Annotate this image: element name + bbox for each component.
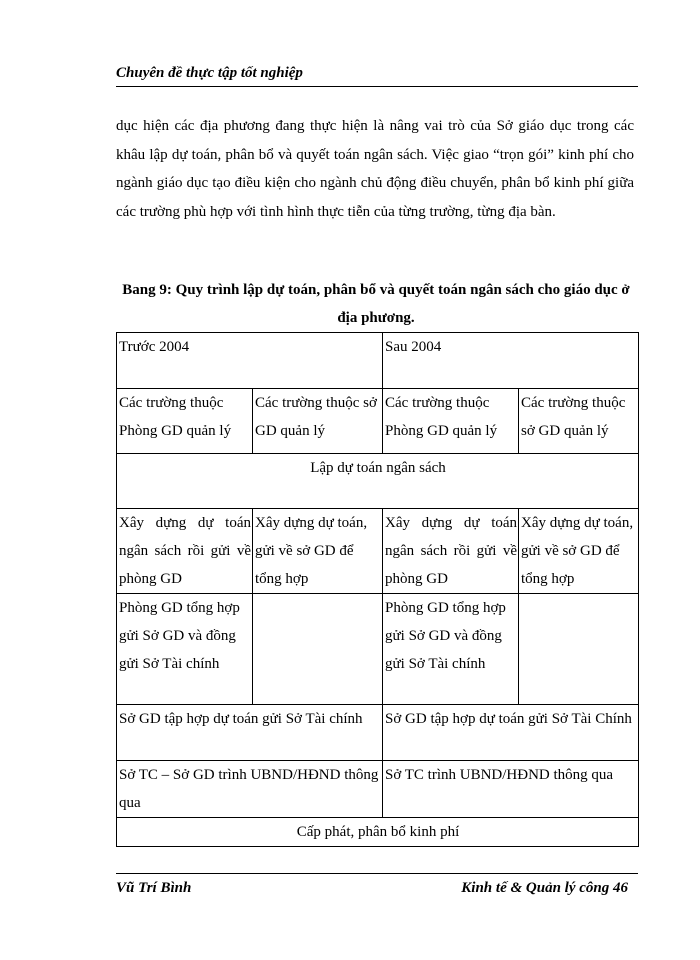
- cell-phong-summary-before: Phòng GD tổng hợp gửi Sở GD và đồng gửi Sở Tài chính: [117, 594, 253, 705]
- cell-build-phong-before: Xây dựng dự toán ngân sách rồi gửi về phòng GD: [117, 509, 253, 594]
- cell-section-estimate: Lập dự toán ngân sách: [117, 454, 639, 509]
- cell-phong-before: Các trường thuộc Phòng GD quản lý: [117, 389, 253, 454]
- table-row-section-allocate: [117, 818, 639, 847]
- cell-phong-after: Các trường thuộc Phòng GD quản lý: [383, 389, 519, 454]
- header-title: Chuyên đề thực tập tốt nghiệp: [116, 65, 303, 81]
- cell-build-phong-after: Xây dựng dự toán ngân sách rồi gửi về phòng GD: [383, 509, 519, 594]
- table-row-period: [117, 333, 639, 389]
- table-row-submit: [117, 761, 639, 818]
- footer-course: Kinh tế & Quản lý công 46: [461, 880, 628, 896]
- table-row-build-estimate: [117, 509, 639, 594]
- cell-so-collect-after: Sở GD tập hợp dự toán gửi Sở Tài Chính: [383, 705, 639, 761]
- cell-so-collect-before: Sở GD tập hợp dự toán gửi Sở Tài chính: [117, 705, 383, 761]
- cell-empty-before: [253, 594, 383, 705]
- table-row-school-types: [117, 389, 639, 454]
- cell-phong-summary-after: Phòng GD tổng hợp gửi Sở GD và đồng gửi Sở Tài chính: [383, 594, 519, 705]
- cell-section-allocate: Cấp phát, phân bổ kinh phí: [117, 818, 639, 847]
- cell-submit-before: Sở TC – Sở GD trình UBND/HĐND thông qua: [117, 761, 383, 818]
- cell-so-after: Các trường thuộc sở GD quản lý: [519, 389, 639, 454]
- cell-before-2004: Trước 2004: [117, 333, 383, 389]
- cell-build-so-before: Xây dựng dự toán, gửi về sở GD để tổng hợp: [253, 509, 383, 594]
- page-footer: [116, 873, 638, 899]
- cell-after-2004: Sau 2004: [383, 333, 639, 389]
- cell-build-so-after: Xây dựng dự toán, gửi về sở GD để tổng hợp: [519, 509, 639, 594]
- table-row-section-estimate: [117, 454, 639, 509]
- table-caption: Bang 9: Quy trình lập dự toán, phân bổ và quyết toán ngân sách cho giáo dục ở địa phương.: [122, 282, 630, 326]
- cell-empty-after: [519, 594, 639, 705]
- cell-submit-after: Sở TC trình UBND/HĐND thông qua: [383, 761, 639, 818]
- procedure-table: [116, 332, 639, 847]
- table-row-phong-summary: [117, 594, 639, 705]
- table-row-so-collect: [117, 705, 639, 761]
- page-header: [116, 62, 638, 87]
- cell-so-before: Các trường thuộc sở GD quản lý: [253, 389, 383, 454]
- footer-author: Vũ Trí Bình: [116, 880, 192, 896]
- body-paragraph: dục hiện các địa phương đang thực hiện là nâng vai trò của Sở giáo dục trong các khâu lập dự toán, phân bổ và quyết toán ngân sách. Việc giao “trọn gói” kinh phí cho ngành giáo dục tạo điều kiện cho ngành chủ động điều chuyển, phân bổ kinh phí giữa các trường phù hợp với tình hình thực tiễn của từng trường, từng địa bàn.: [116, 118, 634, 220]
